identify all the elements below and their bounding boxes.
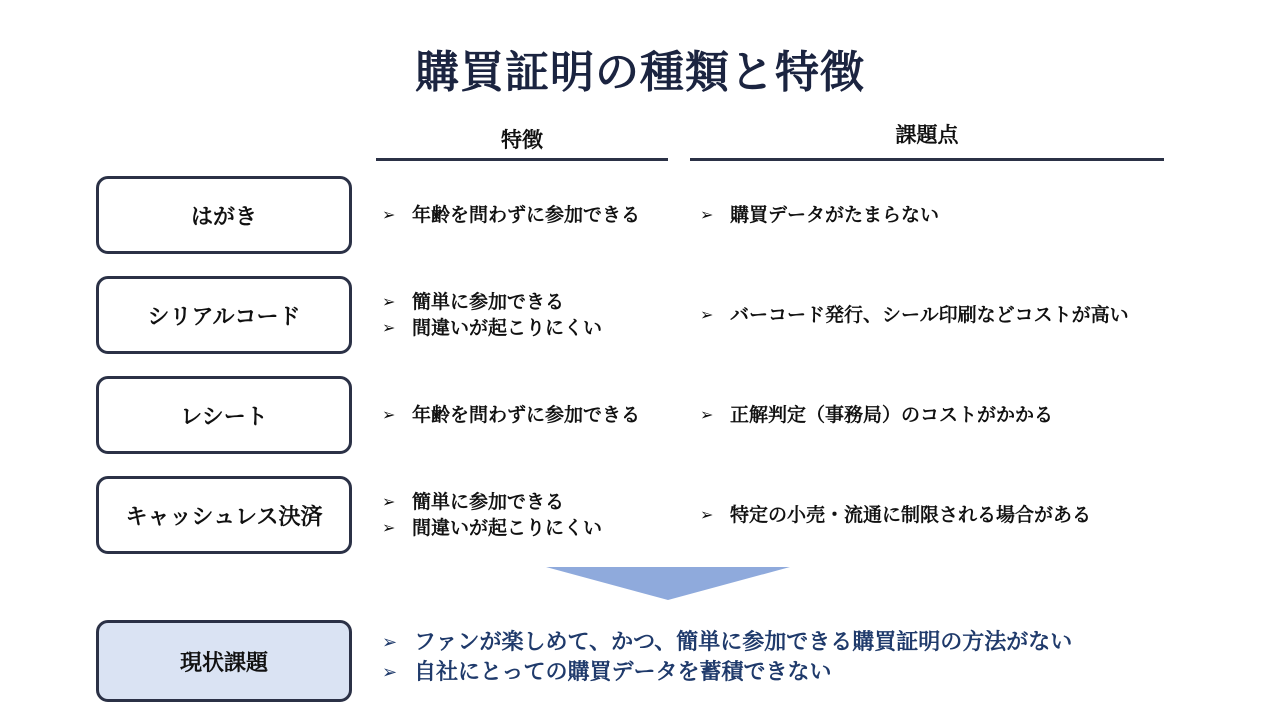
issue-item <box>382 628 1262 658</box>
bullet-arrow-icon: ➢ <box>700 505 714 524</box>
features-item <box>382 489 682 515</box>
features-text: 間違いが起こりにくい <box>412 317 603 339</box>
features-cell <box>382 376 682 454</box>
issues-item <box>700 402 1260 428</box>
current-issues-list <box>382 628 1262 688</box>
features-text: 簡単に参加できる <box>412 291 565 313</box>
issues-text: 購買データがたまらない <box>730 204 940 226</box>
column-divider-issues <box>690 158 1164 161</box>
issues-cell <box>700 476 1260 554</box>
current-issues-box: 現状課題 <box>96 620 352 702</box>
down-arrow-icon <box>546 567 790 600</box>
bullet-arrow-icon: ➢ <box>382 405 396 424</box>
column-header-issues: 課題点 <box>895 123 959 147</box>
features-item <box>382 515 682 541</box>
issues-cell <box>700 376 1260 454</box>
issue-item <box>382 658 1262 688</box>
issues-item <box>700 502 1260 528</box>
features-item <box>382 402 682 428</box>
features-text: 簡単に参加できる <box>412 491 565 513</box>
features-cell <box>382 176 682 254</box>
category-box: キャッシュレス決済 <box>96 476 352 554</box>
bullet-arrow-icon: ➢ <box>382 292 396 311</box>
column-header-features: 特徴 <box>501 128 543 152</box>
bullet-arrow-icon: ➢ <box>700 205 714 224</box>
bullet-arrow-icon: ➢ <box>382 662 398 683</box>
column-divider-features <box>376 158 668 161</box>
issues-item <box>700 302 1260 328</box>
bullet-arrow-icon: ➢ <box>700 405 714 424</box>
features-cell <box>382 476 682 554</box>
issues-text: 特定の小売・流通に制限される場合がある <box>730 504 1092 526</box>
issues-text: 正解判定（事務局）のコストがかかる <box>730 404 1054 426</box>
bullet-arrow-icon: ➢ <box>700 305 714 324</box>
features-text: 年齢を問わずに参加できる <box>412 404 641 426</box>
category-box: レシート <box>96 376 352 454</box>
bullet-arrow-icon: ➢ <box>382 205 396 224</box>
features-item <box>382 202 682 228</box>
features-cell <box>382 276 682 354</box>
issue-text: ファンが楽しめて、かつ、簡単に参加できる購買証明の方法がない <box>414 630 1073 655</box>
bullet-arrow-icon: ➢ <box>382 492 396 511</box>
issues-item <box>700 202 1260 228</box>
bullet-arrow-icon: ➢ <box>382 318 396 337</box>
features-text: 年齢を問わずに参加できる <box>412 204 641 226</box>
issues-cell <box>700 276 1260 354</box>
page-title: 購買証明の種類と特徴 <box>415 47 865 98</box>
issue-text: 自社にとっての購買データを蓄積できない <box>414 660 832 685</box>
bullet-arrow-icon: ➢ <box>382 518 396 537</box>
category-box: シリアルコード <box>96 276 352 354</box>
features-item <box>382 289 682 315</box>
issues-cell <box>700 176 1260 254</box>
bullet-arrow-icon: ➢ <box>382 632 398 653</box>
issues-text: バーコード発行、シール印刷などコストが高い <box>730 304 1129 326</box>
features-text: 間違いが起こりにくい <box>412 517 603 539</box>
features-item <box>382 315 682 341</box>
category-box: はがき <box>96 176 352 254</box>
